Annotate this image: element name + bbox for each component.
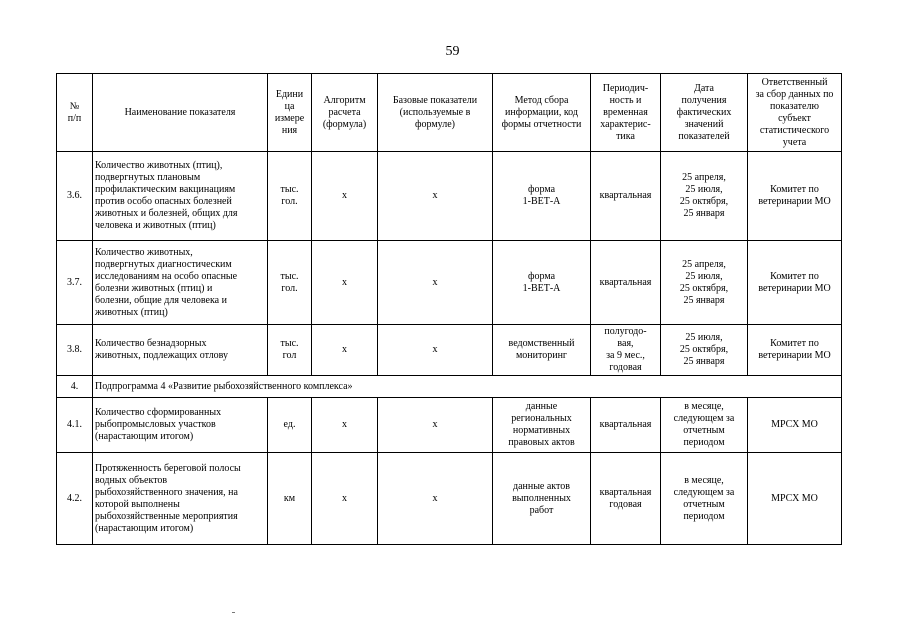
row-unit: тыс. гол. [268, 241, 312, 325]
row-unit: км [268, 453, 312, 545]
row-period: полугодо- вая, за 9 мес., годовая [591, 325, 661, 376]
subprogram-row [57, 376, 842, 398]
row-name: Количество безнадзорных животных, подлежащих отлову [93, 325, 268, 376]
row-period: квартальная [591, 152, 661, 241]
row-algorithm: х [312, 453, 378, 545]
row-method: форма 1-ВЕТ-А [493, 241, 591, 325]
row-method: форма 1-ВЕТ-А [493, 152, 591, 241]
row-base: х [378, 398, 493, 453]
header-base: Базовые показатели (используемые в формуле) [378, 74, 493, 152]
row-num: 3.7. [57, 241, 93, 325]
table-row [57, 325, 842, 376]
row-num: 3.8. [57, 325, 93, 376]
row-unit: ед. [268, 398, 312, 453]
row-responsible: Комитет по ветеринарии МО [748, 325, 842, 376]
row-num: 4.1. [57, 398, 93, 453]
row-unit: тыс. гол [268, 325, 312, 376]
row-date: 25 апреля, 25 июля, 25 октября, 25 января [661, 152, 748, 241]
subprogram-num: 4. [57, 376, 93, 398]
row-date: в месяце, следующем за отчетным периодом [661, 398, 748, 453]
table-body [57, 152, 842, 545]
row-base: х [378, 325, 493, 376]
header-period: Периодич- ность и временная характерис- тика [591, 74, 661, 152]
row-unit: тыс. гол. [268, 152, 312, 241]
row-period: квартальная [591, 241, 661, 325]
header-date: Дата получения фактических значений показателей [661, 74, 748, 152]
row-name: Количество животных, подвергнутых диагностическим исследованиям на особо опасные болезни животных (птиц) и болезни, общие для человека и животных (птиц) [93, 241, 268, 325]
scan-speck [232, 612, 235, 613]
header-responsible: Ответственный за сбор данных по показателю субъект статистического учета [748, 74, 842, 152]
table-row [57, 398, 842, 453]
row-num: 3.6. [57, 152, 93, 241]
subprogram-title: Подпрограмма 4 «Развитие рыбохозяйственного комплекса» [93, 376, 842, 398]
row-responsible: МРСХ МО [748, 398, 842, 453]
row-num: 4.2. [57, 453, 93, 545]
row-base: х [378, 152, 493, 241]
row-algorithm: х [312, 398, 378, 453]
row-name: Протяженность береговой полосы водных объектов рыбохозяйственного значения, на которой выполнены рыбохозяйственные мероприятия (нарастающим итогом) [93, 453, 268, 545]
row-responsible: Комитет по ветеринарии МО [748, 241, 842, 325]
row-name: Количество животных (птиц), подвергнутых плановым профилактическим вакцинациям против особо опасных болезней животных и болезней, общих для человека и животных (птиц) [93, 152, 268, 241]
row-method: данные актов выполненных работ [493, 453, 591, 545]
row-date: 25 июля, 25 октября, 25 января [661, 325, 748, 376]
row-date: в месяце, следующем за отчетным периодом [661, 453, 748, 545]
page-number: 59 [445, 44, 460, 59]
table-row [57, 152, 842, 241]
row-base: х [378, 241, 493, 325]
header-row [57, 74, 842, 152]
indicators-table [56, 73, 842, 545]
row-name: Количество сформированных рыбопромысловых участков (нарастающим итогом) [93, 398, 268, 453]
row-base: х [378, 453, 493, 545]
row-algorithm: х [312, 241, 378, 325]
header-unit: Едини ца измере ния [268, 74, 312, 152]
row-responsible: Комитет по ветеринарии МО [748, 152, 842, 241]
row-period: квартальная [591, 398, 661, 453]
header-num: № п/п [57, 74, 93, 152]
table-row [57, 453, 842, 545]
header-algorithm: Алгоритм расчета (формула) [312, 74, 378, 152]
row-algorithm: х [312, 152, 378, 241]
header-name: Наименование показателя [93, 74, 268, 152]
table-row [57, 241, 842, 325]
row-date: 25 апреля, 25 июля, 25 октября, 25 января [661, 241, 748, 325]
row-method: ведомственный мониторинг [493, 325, 591, 376]
table-header [57, 74, 842, 152]
row-algorithm: х [312, 325, 378, 376]
row-method: данные региональных нормативных правовых актов [493, 398, 591, 453]
row-period: квартальная годовая [591, 453, 661, 545]
header-method: Метод сбора информации, код формы отчетности [493, 74, 591, 152]
row-responsible: МРСХ МО [748, 453, 842, 545]
